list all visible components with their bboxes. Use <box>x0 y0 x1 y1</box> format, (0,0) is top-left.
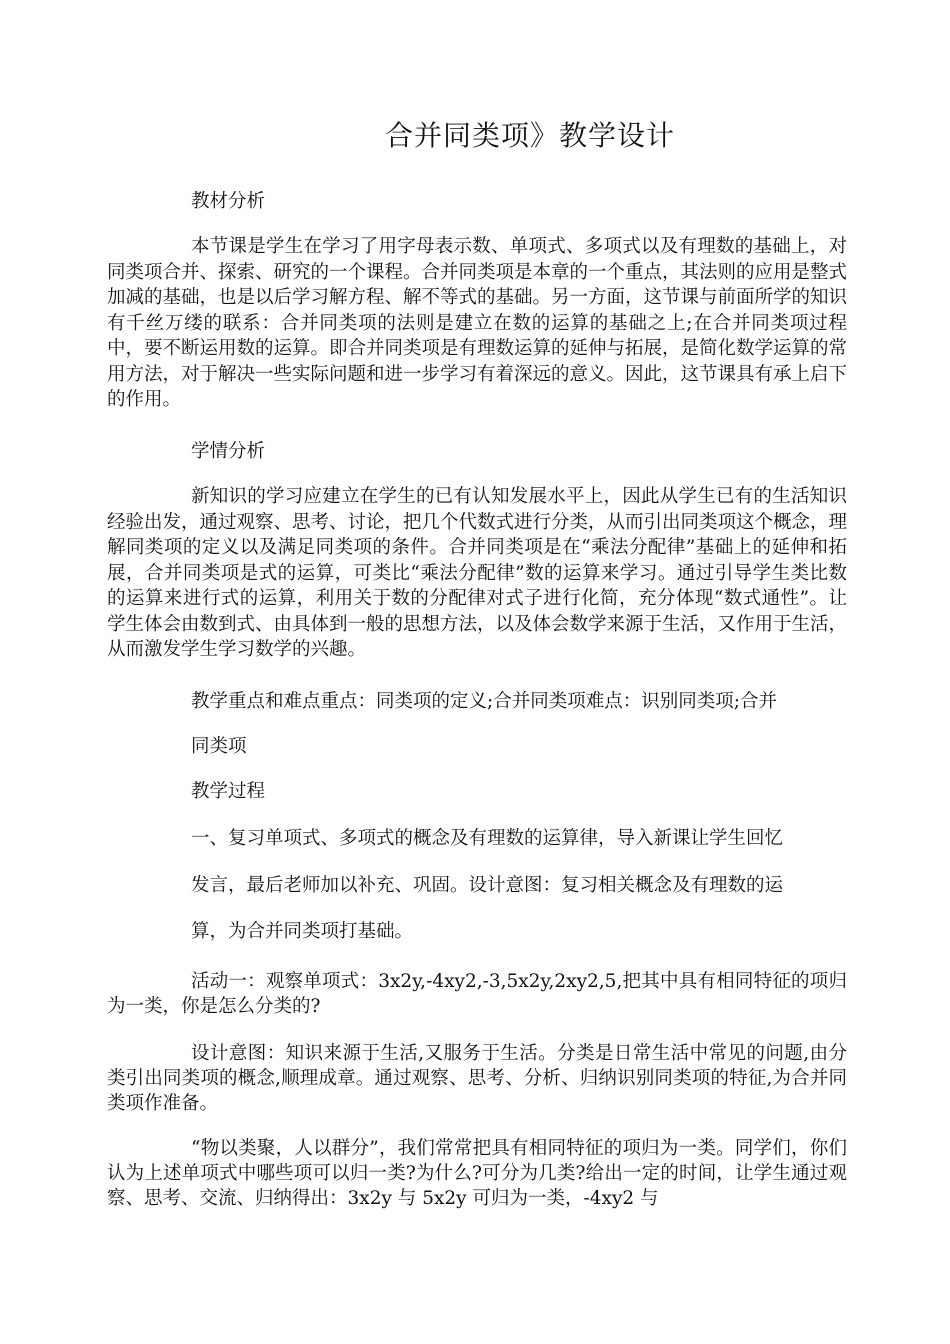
paragraph-design-intent: 设计意图：知识来源于生活,又服务于生活。分类是日常生活中常见的问题,由分类引出同类项的概念,顺理成章。通过观察、思考、分析、归纳识别同类项的特征,为合并同类项作准备。 <box>107 1043 847 1114</box>
section-heading-student-analysis: 学情分析 <box>191 441 266 462</box>
paragraph-quote: “物以类聚，人以群分”，我们常常把具有相同特征的项归为一类。同学们，你们认为上述单项式中哪些项可以归一类?为什么?可分为几类?给出一定的时间，让学生通过观察、思考、交流、归纳得出：3x2y 与 5x2y 可归为一类，-4xy2 与 <box>107 1138 847 1209</box>
section-heading-teaching-process: 教学过程 <box>191 781 266 802</box>
section-heading-material-analysis: 教材分析 <box>191 191 266 212</box>
paragraph-student-analysis: 新知识的学习应建立在学生的已有认知发展水平上，因此从学生已有的生活知识经验出发，通过观察、思考、讨论，把几个代数式进行分类，从而引出同类项这个概念，理解同类项的定义以及满足同类项的条件。合并同类项是在“乘法分配律”基础上的延伸和拓展，合并同类项是式的运算，可类比“乘法分配律”数的运算来学习。通过引导学生类比数的运算来进行式的运算，利用关于数的分配律对式子进行化简，充分体现“数式通性”。让学生体会由数到式、由具体到一般的思想方法，以及体会数学来源于生活，又作用于生活，从而激发学生学习数学的兴趣。 <box>107 486 848 660</box>
key-points-line-1: 教学重点和难点重点：同类项的定义;合并同类项难点：识别同类项;合并 <box>191 691 777 712</box>
process-line-2: 发言，最后老师加以补充、巩固。设计意图：复习相关概念及有理数的运 <box>191 875 784 896</box>
process-line-3: 算，为合并同类项打基础。 <box>191 921 414 942</box>
paragraph-activity-one: 活动一：观察单项式：3x2y,-4xy2,-3,5x2y,2xy2,5,把其中具有相同特征的项归为一类，你是怎么分类的? <box>107 971 847 1017</box>
process-line-1: 一、复习单项式、多项式的概念及有理数的运算律，导入新课让学生回忆 <box>191 828 784 849</box>
paragraph-material-analysis: 本节课是学生在学习了用字母表示数、单项式、多项式以及有理数的基础上，对同类项合并、探索、研究的一个课程。合并同类项是本章的一个重点，其法则的应用是整式加减的基础，也是以后学习解方程、解不等式的基础。另一方面，这节课与前面所学的知识有千丝万缕的联系：合并同类项的法则是建立在数的运算的基础之上;在合并同类项过程中，要不断运用数的运算。即合并同类项是有理数运算的延伸与拓展，是简化数学运算的常用方法，对于解决一些实际问题和进一步学习有着深远的意义。因此，这节课具有承上启下的作用。 <box>107 236 848 410</box>
key-points-line-2: 同类项 <box>191 736 247 757</box>
document-title: 合并同类项》教学设计 <box>385 119 676 152</box>
